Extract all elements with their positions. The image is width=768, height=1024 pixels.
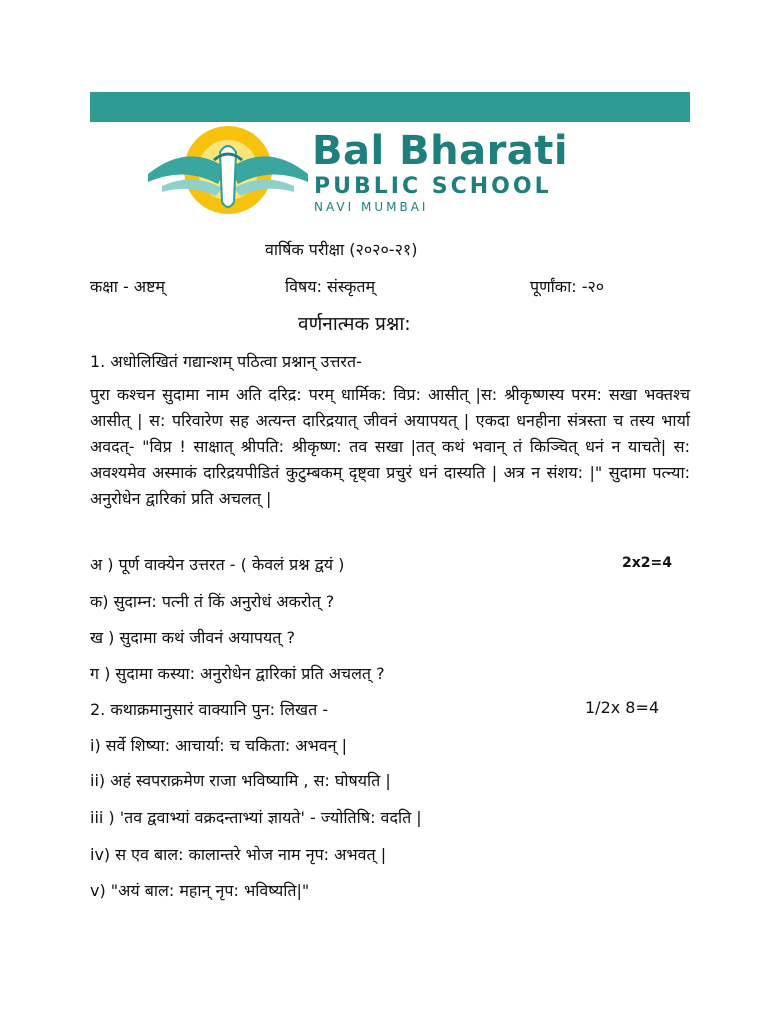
q2-marks: 1/2x 8=4 bbox=[585, 698, 660, 717]
q1-part-a-marks: 2x2=4 bbox=[622, 555, 672, 571]
q1-question-kha: ख ) सुदामा कथं जीवनं अयापयत् ? bbox=[90, 628, 295, 647]
section-title: वर्णनात्मक प्रश्ना: bbox=[298, 313, 411, 335]
marks-label: पूर्णांका: -२० bbox=[530, 277, 605, 296]
q1-part-a: अ ) पूर्ण वाक्येन उत्तरत - ( केवलं प्रश्न द्वयं ) bbox=[90, 555, 345, 574]
school-logo-icon bbox=[148, 122, 308, 216]
q2-item-4: iv) स एव बाल: कालान्तरे भोज नाम नृप: अभवत् | bbox=[90, 845, 387, 864]
q1-heading: 1. अधोलिखितं गद्यान्शम् पठित्वा प्रश्नान् उत्तरत- bbox=[90, 352, 362, 371]
q2-item-2: ii) अहं स्वपराक्रमेण राजा भविष्यामि , स: घोषयति | bbox=[90, 771, 391, 790]
q2-item-1: i) सर्वे शिष्या: आचार्या: च चकिता: अभवन् | bbox=[90, 736, 348, 755]
q1-passage: पुरा कश्चन सुदामा नाम अति दरिद्र: परम् धार्मिक: विप्र: आसीत् |स: श्रीकृष्णस्य परम: सखा भक्तश्च आसीत् | स: परिवारेण सह अत्यन्त दारिद्रयात् जीवनं अयापयत् | एकदा धनहीना संत्रस्ता च तस्य भार्या अवदत्- "विप्र ! साक्षात् श्रीपति: श्रीकृष्ण: तव सखा |तत् कथं भवान् तं किञ्चित् धनं न याचते| स: अवश्यमेव अस्माकं दारिद्रयपीडितं कुटुम्बकम् दृष्ट्वा प्रचुरं धनं दास्यति | अत्र न संशय: |" सुदामा पत्न्या: अनुरोधेन द्वारिकां प्रति अचलत् | bbox=[90, 385, 690, 508]
q1-question-ga: ग ) सुदामा कस्या: अनुरोधेन द्वारिकां प्रति अचलत् ? bbox=[90, 664, 385, 683]
q2-heading: 2. कथाक्रमानुसारं वाक्यानि पुन: लिखत - bbox=[90, 700, 329, 719]
q2-item-5: v) "अयं बाल: महान् नृप: भविष्यति|" bbox=[90, 881, 310, 900]
school-subtitle: PUBLIC SCHOOL bbox=[314, 174, 552, 199]
class-label: कक्षा - अष्टम् bbox=[90, 277, 165, 296]
q2-item-3: iii ) 'तव द्ववाभ्यां वक्रदन्ताभ्यां ज्ञायते' - ज्योतिषि: वदति | bbox=[90, 808, 422, 827]
school-name: Bal Bharati bbox=[312, 128, 569, 174]
exam-title: वार्षिक परीक्षा (२०२०-२१) bbox=[265, 240, 418, 259]
subject-label: विषय: संस्कृतम् bbox=[285, 277, 376, 296]
school-banner bbox=[90, 92, 690, 216]
school-city: NAVI MUMBAI bbox=[314, 200, 429, 214]
q1-question-ka: क) सुदाम्न: पत्नी तं किं अनुरोधं अकरोत् ? bbox=[90, 592, 335, 611]
